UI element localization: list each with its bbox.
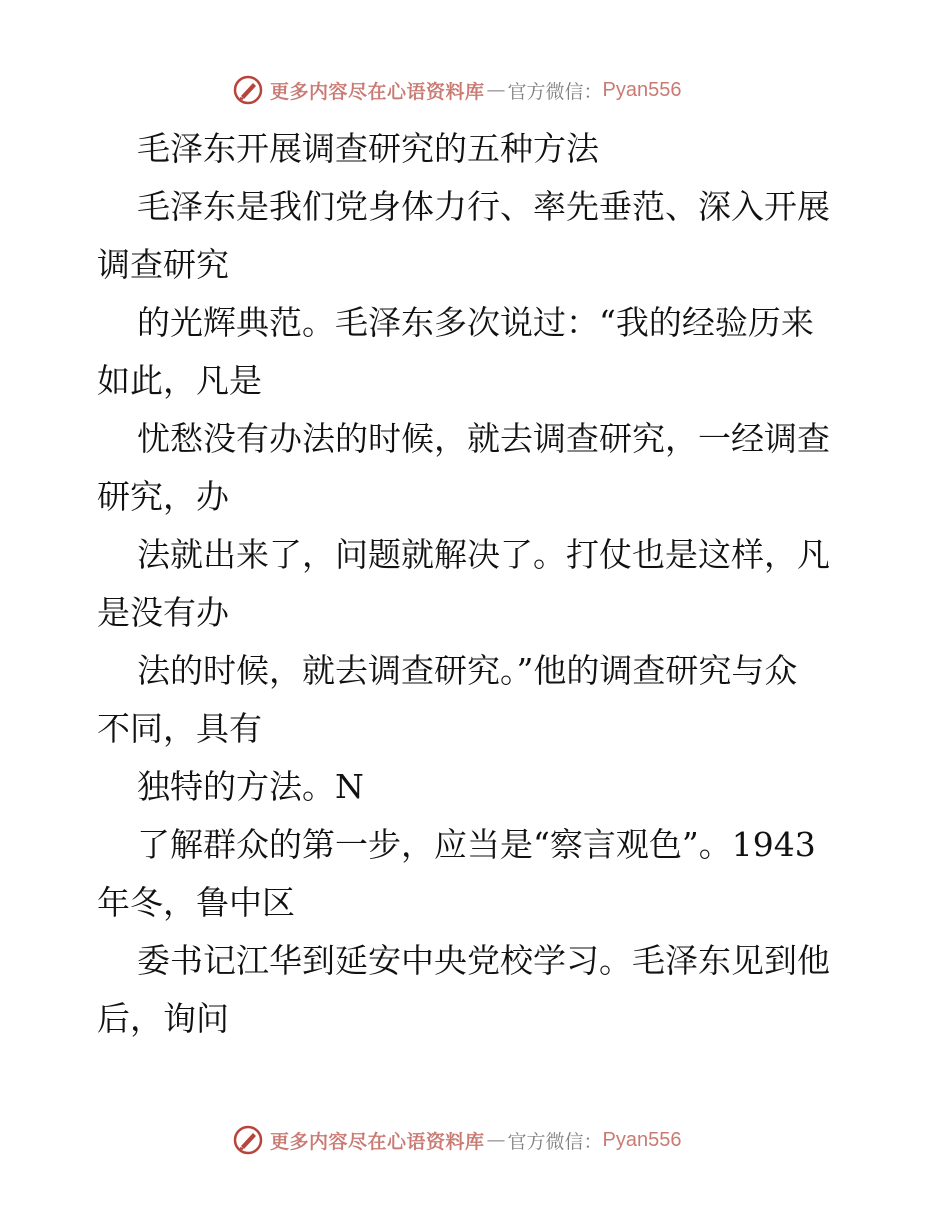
watermark-wechat-id: Pyan556 <box>602 78 682 101</box>
document-body <box>97 120 857 1048</box>
watermark-dash: — <box>486 79 506 101</box>
text-line: 委书记江华到延安中央党校学习。毛泽东见到他 <box>137 941 830 980</box>
text-line: 后，询问 <box>97 999 229 1038</box>
document-title: 毛泽东开展调查研究的五种方法 <box>137 129 599 168</box>
text-line: 法就出来了，问题就解决了。打仗也是这样，凡 <box>137 535 830 574</box>
watermark-dash: — <box>486 1129 506 1151</box>
text-line: 调查研究 <box>97 245 229 284</box>
text-line: 不同，具有 <box>97 709 262 748</box>
pen-logo-icon <box>232 1124 264 1156</box>
text-line: 的光辉典范。毛泽东多次说过：“我的经验历来 <box>137 303 814 342</box>
text-line: 是没有办 <box>97 593 229 632</box>
text-line: 法的时候，就去调查研究。”他的调查研究与众 <box>137 651 798 690</box>
text-line: 年冬，鲁中区 <box>97 883 295 922</box>
text-line: 如此，凡是 <box>97 361 262 400</box>
text-line: 毛泽东是我们党身体力行、率先垂范、深入开展 <box>137 187 830 226</box>
watermark-banner-bottom <box>232 1122 682 1158</box>
text-line: 独特的方法。N <box>137 767 364 806</box>
watermark-text: 更多内容尽在心语资料库 <box>270 1130 485 1153</box>
text-line: 研究，办 <box>97 477 229 516</box>
watermark-wechat-label: 官方微信： <box>507 80 603 103</box>
pen-logo-icon <box>232 74 264 106</box>
watermark-wechat-id: Pyan556 <box>602 1128 682 1151</box>
text-line: 了解群众的第一步，应当是“察言观色”。1943 <box>137 825 816 864</box>
watermark-wechat-label: 官方微信： <box>507 1130 603 1153</box>
watermark-banner-top <box>232 72 682 108</box>
text-line: 忧愁没有办法的时候，就去调查研究，一经调查 <box>137 419 830 458</box>
watermark-text: 更多内容尽在心语资料库 <box>270 80 485 103</box>
